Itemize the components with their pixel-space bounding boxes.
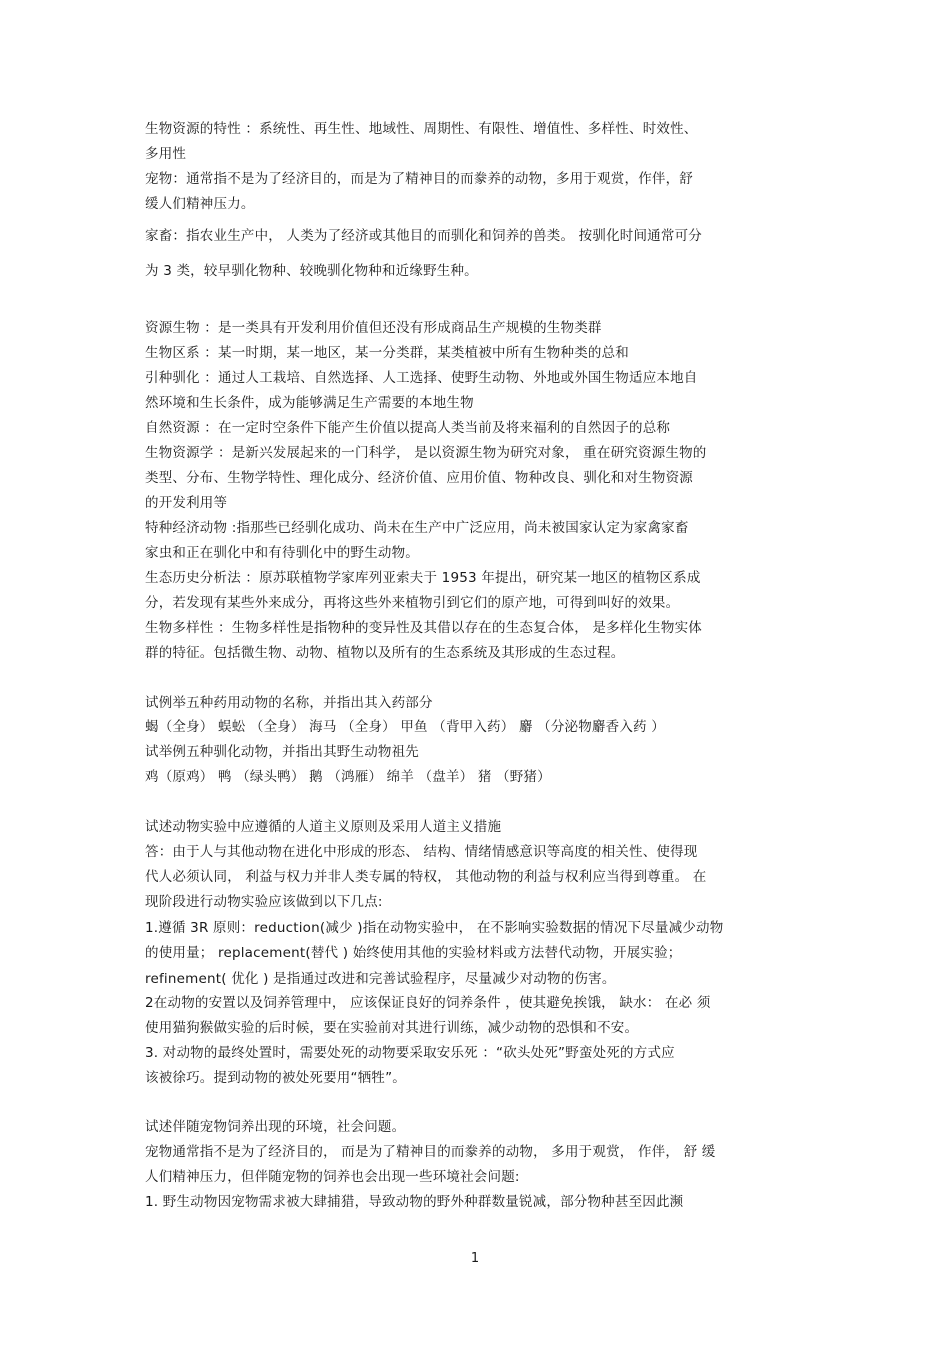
text-line: 现阶段进行动物实验应该做到以下几点: — [145, 894, 383, 910]
text-line: 答：由于人与其他动物在进化中形成的形态、 结构、情绪情感意识等高度的相关性、使得现 — [145, 844, 698, 860]
text-line: 1. 野生动物因宠物需求被大肆捕猎，导致动物的野外种群数量锐减，部分物种甚至因此濒 — [145, 1194, 684, 1210]
text-line: 试述动物实验中应遵循的人道主义原则及采用人道主义措施 — [145, 819, 502, 835]
text-line: 特种经济动物 :指那些已经驯化成功、尚未在生产中广泛应用，尚未被国家认定为家禽家畜 — [145, 520, 689, 536]
text-line: 自然资源 ：在一定时空条件下能产生价值以提高人类当前及将来福利的自然因子的总称 — [145, 420, 671, 436]
text-line: 生物资源学 ：是新兴发展起来的一门科学， 是以资源生物为研究对象， 重在研究资源生物的 — [145, 445, 707, 461]
page-number: 1 — [470, 1251, 480, 1266]
text-line: 使用猫狗猴做实验的后时候，要在实验前对其进行训练，减少动物的恐惧和不安。 — [145, 1020, 639, 1036]
text-line: 鸡（原鸡） 鸭 （绿头鸭） 鹅 （鸿雁） 绵羊 （盘羊） 猪 （野猪） — [145, 769, 551, 785]
text-line: 生物资源的特性 ：系统性、再生性、地域性、周期性、有限性、增值性、多样性、时效性、 — [145, 121, 698, 137]
text-line: 试例举五种药用动物的名称，并指出其入药部分 — [145, 695, 433, 711]
text-line: 然环境和生长条件，成为能够满足生产需要的本地生物 — [145, 395, 474, 411]
text-line: 家虫和正在驯化中和有待驯化中的野生动物。 — [145, 545, 419, 561]
text-line: 分，若发现有某些外来成分，再将这些外来植物引到它们的原产地，可得到叫好的效果。 — [145, 595, 680, 611]
text-line: 生物多样性 ：生物多样性是指物种的变异性及其借以存在的生态复合体， 是多样化生物实体 — [145, 620, 702, 636]
text-line: refinement( 优化 ) 是指通过改进和完善试验程序，尽量减少对动物的伤害。 — [145, 971, 616, 987]
text-line: 缓人们精神压力。 — [145, 196, 255, 212]
text-line: 该被徐巧。提到动物的被处死要用“牺牲”。 — [145, 1070, 406, 1086]
text-line: 资源生物 ：是一类具有开发利用价值但还没有形成商品生产规模的生物类群 — [145, 320, 602, 336]
text-line: 宠物通常指不是为了经济目的， 而是为了精神目的而豢养的动物， 多用于观赏， 作伴， 舒 缓 — [145, 1144, 716, 1160]
text-line: 多用性 — [145, 146, 187, 162]
text-line: 的使用量； replacement(替代 ) 始终使用其他的实验材料或方法替代动物，开展实验； — [145, 945, 682, 961]
text-line: 类型、分布、生物学特性、理化成分、经济价值、应用价值、物种改良、驯化和对生物资源 — [145, 470, 693, 486]
text-line: 为 3 类，较早驯化物种、较晚驯化物种和近缘野生种。 — [145, 263, 478, 279]
text-line: 代人必须认同， 利益与权力并非人类专属的特权， 其他动物的利益与权利应当得到尊重。 在 — [145, 869, 707, 885]
text-line: 人们精神压力，但伴随宠物的饲养也会出现一些环境社会问题: — [145, 1169, 520, 1185]
text-line: 试举例五种驯化动物，并指出其野生动物祖先 — [145, 744, 419, 760]
text-line: 的开发利用等 — [145, 495, 228, 511]
text-line: 3. 对动物的最终处置时，需要处死的动物要采取安乐死 ：“砍头处死”野蛮处死的方式应 — [145, 1045, 675, 1061]
text-line: 试述伴随宠物饲养出现的环境，社会问题。 — [145, 1119, 406, 1135]
text-line: 宠物：通常指不是为了经济目的，而是为了精神目的而豢养的动物，多用于观赏，作伴，舒 — [145, 171, 693, 187]
text-line: 引种驯化 ：通过人工栽培、自然选择、人工选择、使野生动物、外地或外国生物适应本地自 — [145, 370, 698, 386]
text-line: 蝎（全身） 蜈蚣 （全身） 海马 （全身） 甲鱼 （背甲入药） 麝 （分泌物麝香入药 ） — [145, 719, 665, 735]
text-line: 家畜：指农业生产中， 人类为了经济或其他目的而驯化和饲养的兽类。 按驯化时间通常可分 — [145, 228, 702, 244]
text-line: 1.遵循 3R 原则：reduction(减少 )指在动物实验中， 在不影响实验数据的情况下尽量减少动物 — [145, 920, 724, 936]
text-line: 生态历史分析法 ：原苏联植物学家库列亚索夫于 1953 年提出，研究某一地区的植物区系成 — [145, 570, 701, 586]
text-line: 2在动物的安置以及饲养管理中， 应该保证良好的饲养条件 ，使其避免挨饿， 缺水： 在必 须 — [145, 995, 711, 1011]
text-line: 群的特征。包括微生物、动物、植物以及所有的生态系统及其形成的生态过程。 — [145, 645, 625, 661]
text-line: 生物区系 ：某一时期，某一地区，某一分类群，某类植被中所有生物种类的总和 — [145, 345, 629, 361]
